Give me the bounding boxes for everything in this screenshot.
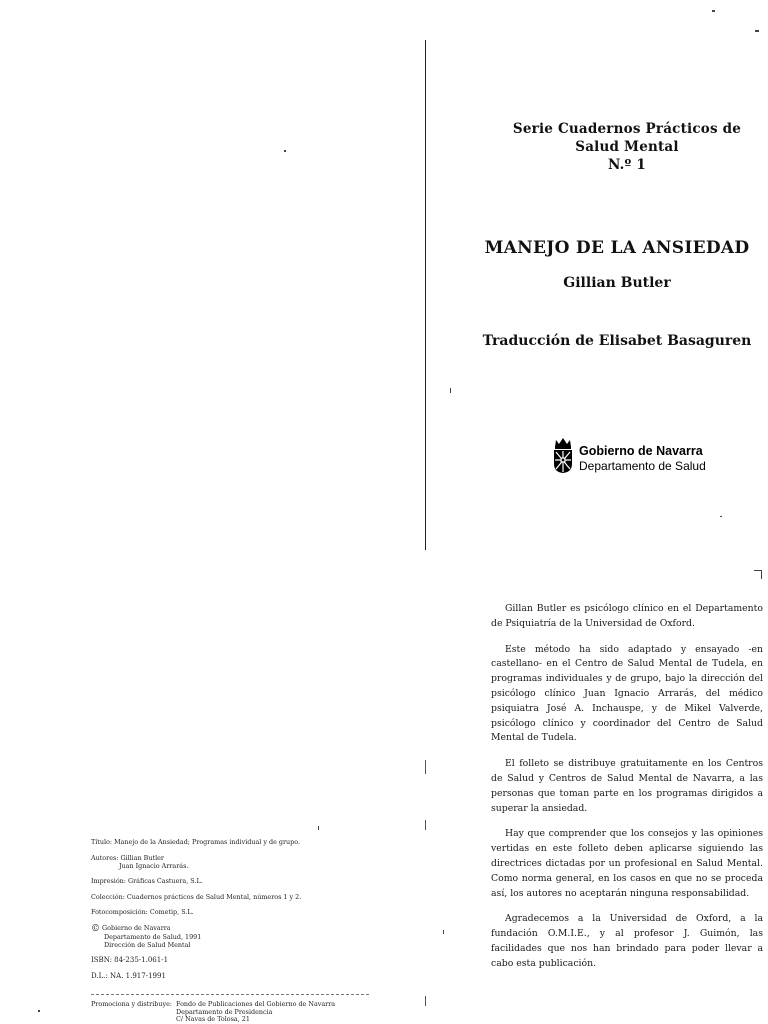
navarra-coat-of-arms-icon [552, 436, 574, 474]
note-paragraph: Este método ha sido adaptado y ensayado -en castellano- en el Centro de Salud Mental de Tudela, en programas individuales y de grupo, bajo la dirección del psicólogo clínico Juan Ignacio Arrarás, del médico psiquiatra José A. Inchauspe, y de Mikel Valverde, psicólogo clínico y coordinador del Centro de Salud Mental de Tudela. [491, 643, 763, 744]
scan-speck [755, 30, 759, 32]
distribution-line: C/ Navas de Tolosa, 21 [176, 1015, 250, 1024]
translator-credit: Traducción de Elisabet Basaguren [482, 333, 752, 349]
distribution-line: Departamento de Presidencia [176, 1007, 273, 1016]
scan-speck [720, 516, 722, 517]
logo-org-name: Gobierno de Navarra [579, 444, 703, 458]
note-paragraph: Gillan Butler es psicólogo clínico en el Departamento de Psiquiatría de la Universidad de Oxford. [491, 603, 763, 629]
credit-printing: Impresión: Gráficas Castuera, S.L. [91, 877, 203, 885]
series-name: Serie Cuadernos Prácticos de Salud Mental [512, 121, 742, 155]
credit-authors-line2: Juan Ignacio Arrarás. [119, 861, 189, 870]
colophon [91, 838, 391, 987]
series-heading [497, 120, 757, 174]
book-author: Gillian Butler [563, 275, 671, 291]
credit-collection: Colección: Cuadernos prácticos de Salud Mental, números 1 y 2. [91, 892, 302, 901]
book-title: MANEJO DE LA ANSIEDAD [484, 238, 750, 258]
credit-authors [91, 854, 391, 870]
distribution-details [176, 1001, 335, 1024]
credit-title: Título: Manejo de la Ansiedad; Programas individual y de grupo. [91, 838, 301, 846]
page-fold-line [425, 40, 426, 550]
scan-speck [318, 826, 319, 830]
note-paragraph: Hay que comprender que los consejos y las opiniones vertidas en este folleto deben aplicarse siguiendo las directrices dictadas por un profesional en Salud Mental. Como norma general, en los casos en que no se proceda así, los autores no aceptarán ninguna responsabilidad. [491, 828, 763, 899]
credit-legal-deposit: D.L.: NA. 1.917-1991 [91, 971, 166, 980]
credit-isbn: ISBN: 84-235-1.061-1 [91, 956, 169, 964]
note-paragraph: El folleto se distribuye gratuitamente en los Centros de Salud y Centros de Salud Mental de Navarra, a las personas que toman parte en los programas dirigidos a superar la ansiedad. [491, 758, 763, 814]
distribution-line: Fondo de Publicaciones del Gobierno de Navarra [176, 1000, 336, 1008]
page-fold-mark [425, 820, 426, 830]
credit-typesetting: Fotocomposición: Cometip, S.L. [91, 908, 194, 916]
copyright-dept: Departamento de Salud, 1991 [104, 932, 202, 941]
scan-speck [284, 150, 286, 152]
page-fold-mark [425, 996, 426, 1006]
credit-copyright [91, 924, 391, 949]
note-paragraph: Agradecemos a la Universidad de Oxford, a la fundación O.M.I.E., y al profesor J. Guimón, las facilidades que nos han brindado para poder llevar a cabo esta publicación. [491, 913, 763, 969]
credit-authors-line1: Autores: Gillian Butler [91, 853, 164, 862]
scan-speck [443, 930, 444, 934]
notes-text [491, 602, 763, 983]
page-fold-mark [425, 760, 426, 774]
logo-dept-name: Departamento de Salud [579, 459, 706, 473]
scan-speck [450, 388, 451, 393]
copyright-direction: Dirección de Salud Mental [104, 940, 191, 949]
scan-speck [712, 10, 715, 12]
scan-speck [761, 570, 762, 579]
distribution-label: Promociona y distribuye: [91, 1000, 173, 1008]
series-number: N.º 1 [607, 157, 647, 173]
copyright-symbol: © [91, 923, 100, 934]
scan-speck [38, 1010, 40, 1012]
colophon-divider [91, 994, 369, 995]
copyright-holder: Gobierno de Navarra [102, 923, 171, 932]
